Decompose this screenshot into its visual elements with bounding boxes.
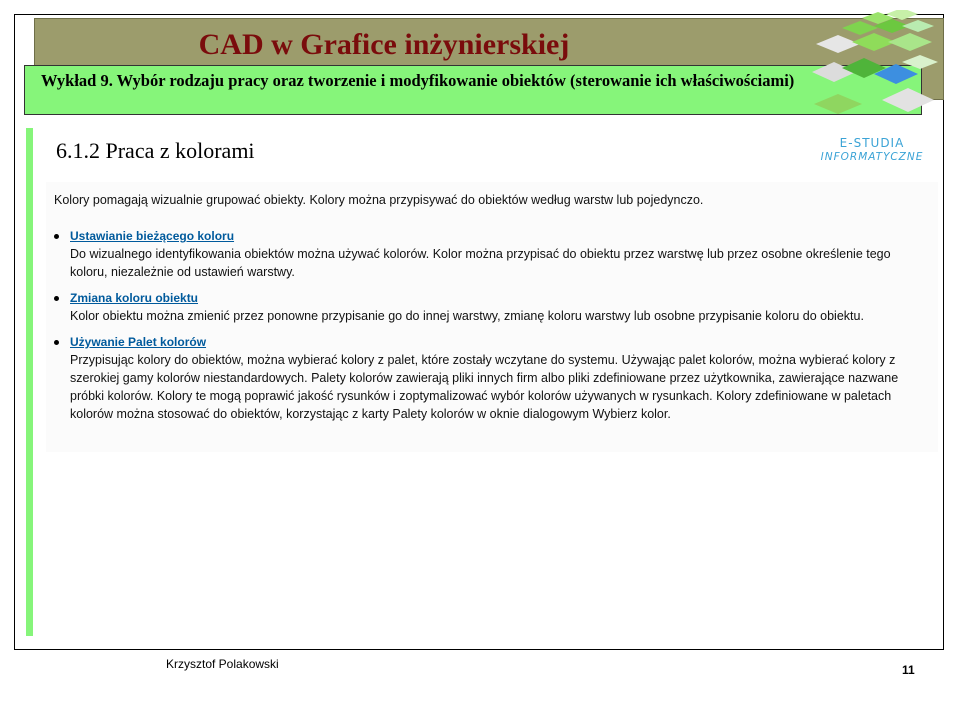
logo-tiles	[812, 10, 938, 114]
list-item	[54, 227, 938, 281]
lecture-subtitle: Wykład 9. Wybór rodzaju pracy oraz tworzenie i modyfikowanie obiektów (sterowanie ich właściwościami)	[41, 71, 795, 90]
page-number: 11	[902, 663, 915, 677]
bullet-icon	[54, 340, 59, 345]
link-current-color[interactable]: Ustawianie bieżącego koloru	[70, 229, 235, 243]
item-description: Kolor obiektu można zmienić przez ponowne przypisanie go do innej warstwy, zmianę koloru warstwy lub osobne przypisanie koloru do obiektu.	[70, 309, 864, 323]
link-change-object-color[interactable]: Zmiana koloru obiektu	[70, 291, 199, 305]
brand-line-2: INFORMATYCZNE	[820, 151, 924, 163]
brand-line-1: E-STUDIA	[839, 136, 905, 150]
footer-author: Krzysztof Polakowski	[166, 657, 279, 671]
list-item	[54, 333, 938, 423]
subtitle-box	[24, 65, 922, 115]
topic-list	[54, 227, 938, 423]
slide-title: CAD w Grafice inżynierskiej	[198, 28, 570, 61]
item-description: Przypisując kolory do obiektów, można wybierać kolory z palet, które zostały wczytane do systemu. Używając palet kolorów, można wybierać kolory z szerokiej gamy kolorów niestandardowych. Palety kolorów zawierają pliki innych firm albo pliki zdefiniowane przez użytkownika, zawierające nazwane próbki kolorów. Kolory te mogą poprawić jakość rysunków i zoptymalizować wybór kolorów używanych w rysunkach. Kolory zdefiniowane w paletach kolorów można stosować do obiektów, korzystając z karty Palety kolorów w oknie dialogowym Wybierz kolor.	[70, 353, 899, 421]
item-description: Do wizualnego identyfikowania obiektów można używać kolorów. Kolor można przypisać do obiektu przez warstwę lub przez osobne określenie tego koloru, niezależnie od ustawień warstwy.	[70, 247, 891, 279]
list-item	[54, 289, 938, 325]
tiled-cubes-logo	[812, 10, 948, 122]
content-panel	[46, 182, 938, 452]
bullet-icon	[54, 296, 59, 301]
brand-text	[812, 136, 932, 164]
section-heading: 6.1.2 Praca z kolorami	[56, 138, 255, 163]
bullet-icon	[54, 234, 59, 239]
left-accent-bar	[26, 128, 33, 636]
link-color-palettes[interactable]: Używanie Palet kolorów	[70, 335, 207, 349]
intro-text: Kolory pomagają wizualnie grupować obiekty. Kolory można przypisywać do obiektów według warstw lub pojedynczo.	[54, 193, 704, 207]
